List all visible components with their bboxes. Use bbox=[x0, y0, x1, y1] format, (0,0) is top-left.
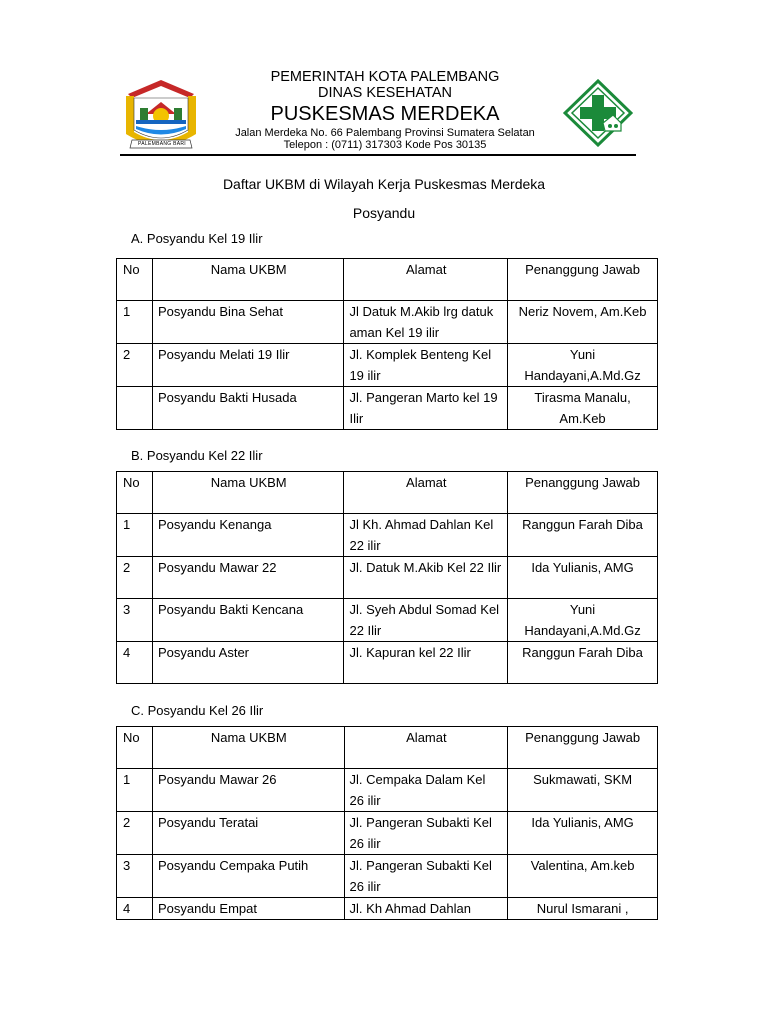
document-title: Daftar UKBM di Wilayah Kerja Puskesmas Merdeka bbox=[222, 176, 546, 192]
letterhead-divider bbox=[120, 154, 636, 156]
cell-pj: Tirasma Manalu, Am.Keb bbox=[508, 387, 658, 430]
cell-nama: Posyandu Kenanga bbox=[152, 514, 344, 557]
column-header-pj: Penanggung Jawab bbox=[508, 472, 658, 514]
column-header-nama: Nama UKBM bbox=[152, 727, 344, 769]
cell-pj: Nurul Ismarani , bbox=[508, 898, 658, 920]
table-row bbox=[117, 387, 658, 430]
cell-no: 3 bbox=[117, 855, 153, 898]
cell-pj: Valentina, Am.keb bbox=[508, 855, 658, 898]
column-header-no: No bbox=[117, 259, 153, 301]
cell-alamat: Jl. Kh Ahmad Dahlan bbox=[344, 898, 508, 920]
letterhead-text bbox=[195, 70, 575, 151]
institution-name: PUSKESMAS MERDEKA bbox=[270, 102, 500, 125]
table-row bbox=[117, 642, 658, 684]
letterhead bbox=[0, 0, 768, 160]
column-header-alamat: Alamat bbox=[344, 727, 508, 769]
institution-address: Jalan Merdeka No. 66 Palembang Provinsi Sumatera Selatan bbox=[235, 126, 535, 139]
column-header-nama: Nama UKBM bbox=[152, 472, 344, 514]
document-subtitle: Posyandu bbox=[352, 205, 416, 221]
cell-pj: Ranggun Farah Diba bbox=[508, 642, 658, 684]
table-header-row bbox=[117, 259, 658, 301]
section-b-title: B. Posyandu Kel 22 Ilir bbox=[131, 448, 263, 463]
cell-nama: Posyandu Bakti Husada bbox=[152, 387, 344, 430]
puskesmas-cross-logo bbox=[563, 79, 633, 147]
cell-no: 2 bbox=[117, 557, 153, 599]
table-row bbox=[117, 514, 658, 557]
table-header-row bbox=[117, 472, 658, 514]
cell-alamat: Jl. Cempaka Dalam Kel 26 ilir bbox=[344, 769, 508, 812]
column-header-nama: Nama UKBM bbox=[152, 259, 344, 301]
cell-nama: Posyandu Bina Sehat bbox=[152, 301, 344, 344]
column-header-no: No bbox=[117, 472, 153, 514]
table-row bbox=[117, 344, 658, 387]
cell-nama: Posyandu Melati 19 Ilir bbox=[152, 344, 344, 387]
cell-pj: Yuni Handayani,A.Md.Gz bbox=[508, 344, 658, 387]
cell-alamat: Jl. Komplek Benteng Kel 19 ilir bbox=[344, 344, 508, 387]
table-row bbox=[117, 898, 658, 920]
column-header-pj: Penanggung Jawab bbox=[508, 727, 658, 769]
cell-alamat: Jl Kh. Ahmad Dahlan Kel 22 ilir bbox=[344, 514, 508, 557]
cell-no: 4 bbox=[117, 898, 153, 920]
column-header-no: No bbox=[117, 727, 153, 769]
cell-pj: Ranggun Farah Diba bbox=[508, 514, 658, 557]
logo-banner-text: PALEMBANG BARI bbox=[137, 141, 186, 147]
table-row bbox=[117, 769, 658, 812]
column-header-alamat: Alamat bbox=[344, 259, 508, 301]
cell-nama: Posyandu Mawar 26 bbox=[152, 769, 344, 812]
cell-no: 3 bbox=[117, 599, 153, 642]
cell-alamat: Jl. Datuk M.Akib Kel 22 Ilir bbox=[344, 557, 508, 599]
cell-pj: Ida Yulianis, AMG bbox=[508, 557, 658, 599]
cell-alamat: Jl Datuk M.Akib lrg datuk aman Kel 19 ilir bbox=[344, 301, 508, 344]
department-name: DINAS KESEHATAN bbox=[317, 84, 453, 101]
cell-nama: Posyandu Aster bbox=[152, 642, 344, 684]
table-row bbox=[117, 812, 658, 855]
table-row bbox=[117, 301, 658, 344]
cell-alamat: Jl. Kapuran kel 22 Ilir bbox=[344, 642, 508, 684]
cell-nama: Posyandu Empat bbox=[152, 898, 344, 920]
section-c-table bbox=[116, 726, 658, 920]
table-row bbox=[117, 599, 658, 642]
cell-no bbox=[117, 387, 153, 430]
cell-pj: Yuni Handayani,A.Md.Gz bbox=[508, 599, 658, 642]
cell-alamat: Jl. Syeh Abdul Somad Kel 22 Ilir bbox=[344, 599, 508, 642]
cell-pj: Neriz Novem, Am.Keb bbox=[508, 301, 658, 344]
cell-no: 4 bbox=[117, 642, 153, 684]
cell-nama: Posyandu Cempaka Putih bbox=[152, 855, 344, 898]
cell-nama: Posyandu Teratai bbox=[152, 812, 344, 855]
cell-alamat: Jl. Pangeran Marto kel 19 Ilir bbox=[344, 387, 508, 430]
table-row bbox=[117, 855, 658, 898]
institution-phone: Telepon : (0711) 317303 Kode Pos 30135 bbox=[283, 138, 487, 151]
cell-no: 1 bbox=[117, 769, 153, 812]
cell-no: 1 bbox=[117, 514, 153, 557]
table-row bbox=[117, 557, 658, 599]
cell-alamat: Jl. Pangeran Subakti Kel 26 ilir bbox=[344, 812, 508, 855]
section-a-title: A. Posyandu Kel 19 Ilir bbox=[131, 231, 263, 246]
cell-no: 2 bbox=[117, 344, 153, 387]
table-header-row bbox=[117, 727, 658, 769]
section-c-title: C. Posyandu Kel 26 Ilir bbox=[131, 703, 264, 718]
government-name: PEMERINTAH KOTA PALEMBANG bbox=[270, 69, 500, 85]
cell-no: 1 bbox=[117, 301, 153, 344]
section-a-table bbox=[116, 258, 658, 430]
cell-pj: Sukmawati, SKM bbox=[508, 769, 658, 812]
column-header-alamat: Alamat bbox=[344, 472, 508, 514]
cell-nama: Posyandu Bakti Kencana bbox=[152, 599, 344, 642]
cell-alamat: Jl. Pangeran Subakti Kel 26 ilir bbox=[344, 855, 508, 898]
column-header-pj: Penanggung Jawab bbox=[508, 259, 658, 301]
cell-nama: Posyandu Mawar 22 bbox=[152, 557, 344, 599]
section-b-table bbox=[116, 471, 658, 684]
cell-pj: Ida Yulianis, AMG bbox=[508, 812, 658, 855]
cell-no: 2 bbox=[117, 812, 153, 855]
